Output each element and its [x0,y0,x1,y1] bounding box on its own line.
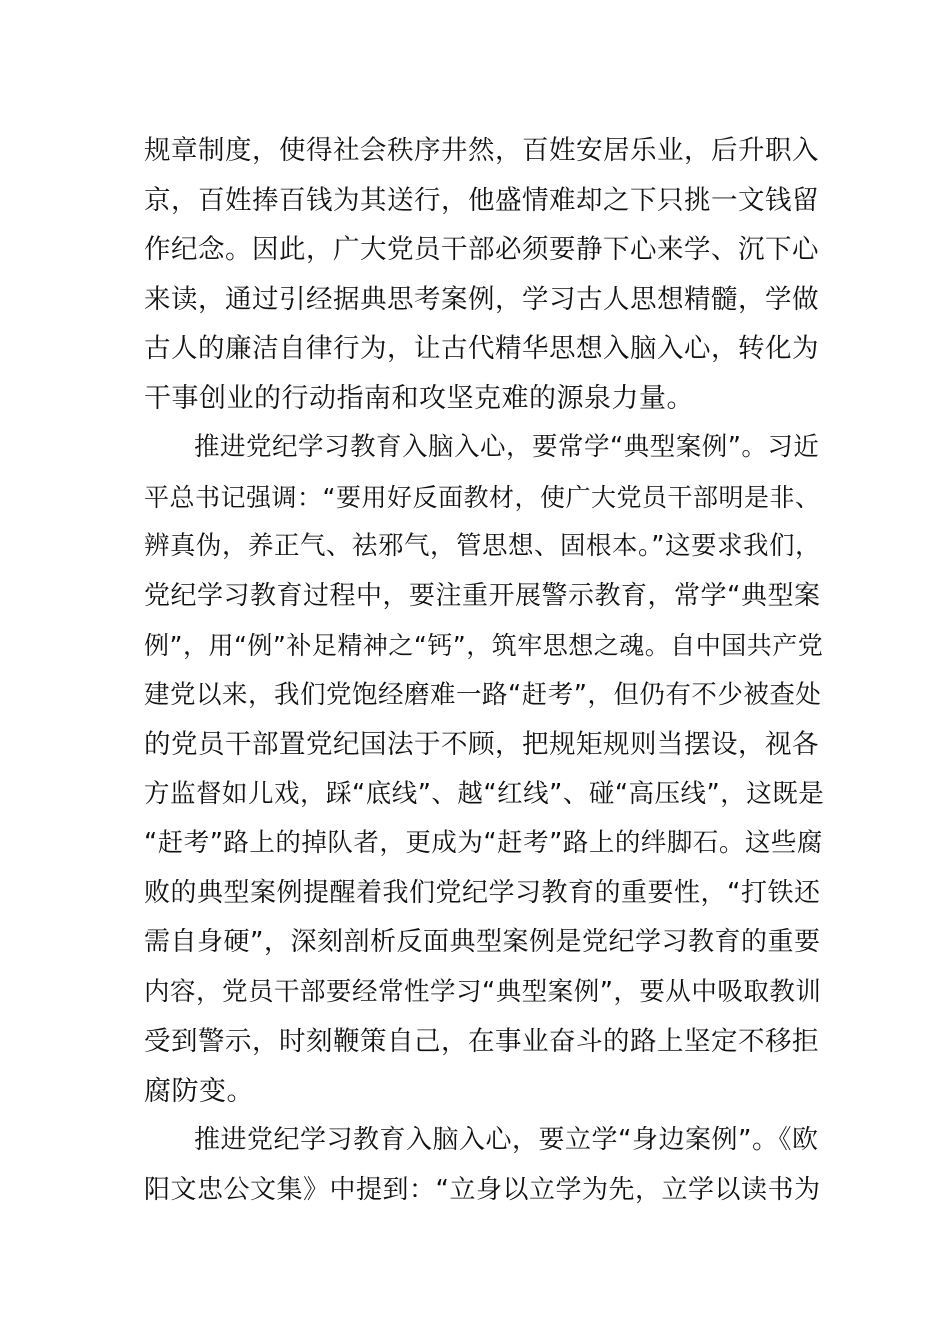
paragraph-start-line: 推进党纪学习教育入脑入心，要立学“身边案例”。《欧 [194,1125,819,1155]
text-line: 作纪念。因此，广大党员干部必须要静下心来学、沉下心 [144,234,819,265]
text-line: 辨真伪，养正气、祛邪气，管思想、固根本。”这要求我们， [144,531,821,561]
body-text [144,126,824,1215]
text-line: 阳文忠公文集》中提到：“立身以立学为先，立学以读书为 [144,1174,821,1205]
text-line: 平总书记强调：“要用好反面教材，使广大党员干部明是非、 [144,482,821,512]
text-line: 内容，党员干部要经常性学习“典型案例”，要从中吸取教训 [144,976,822,1007]
text-line: 例”，用“例”补足精神之“钙”，筑牢思想之魂。自中国共产党 [144,631,824,660]
text-line: 建党以来，我们党饱经磨难一路“赶考”，但仍有不少被查处 [144,679,822,710]
paragraph-start-line: 推进党纪学习教育入脑入心，要常学“典型案例”。习近 [194,432,820,462]
text-line: 腐防变。 [144,1075,254,1107]
text-line: 的党员干部置党纪国法于不顾，把规矩规则当摆设，视各 [144,729,819,760]
text-line: 京，百姓捧百钱为其送行，他盛情难却之下只挑一文钱留 [144,184,819,216]
text-line: 党纪学习教育过程中，要注重开展警示教育，常学“典型案 [144,580,821,611]
text-line: 古人的廉洁自律行为，让古代精华思想入脑入心，转化为 [144,333,819,364]
text-line: “赶考”路上的掉队者，更成为“赶考”路上的绊脚石。这些腐 [144,828,823,858]
text-line: 受到警示，时刻鞭策自己，在事业奋斗的路上坚定不移拒 [144,1026,819,1057]
text-line: 方监督如儿戏，踩“底线”、越“红线”、碰“高压线”，这既是 [144,778,825,809]
text-line: 规章制度，使得社会秩序井然，百姓安居乐业，后升职入 [144,135,819,166]
text-line: 败的典型案例提醒着我们党纪学习教育的重要性，“打铁还 [144,877,821,908]
text-line: 来读，通过引经据典思考案例，学习古人思想精髓，学做 [144,283,819,315]
text-line: 干事创业的行动指南和攻坚克难的源泉力量。 [144,382,694,414]
text-line: 需自身硬”，深刻剖析反面典型案例是党纪学习教育的重要 [144,927,821,957]
